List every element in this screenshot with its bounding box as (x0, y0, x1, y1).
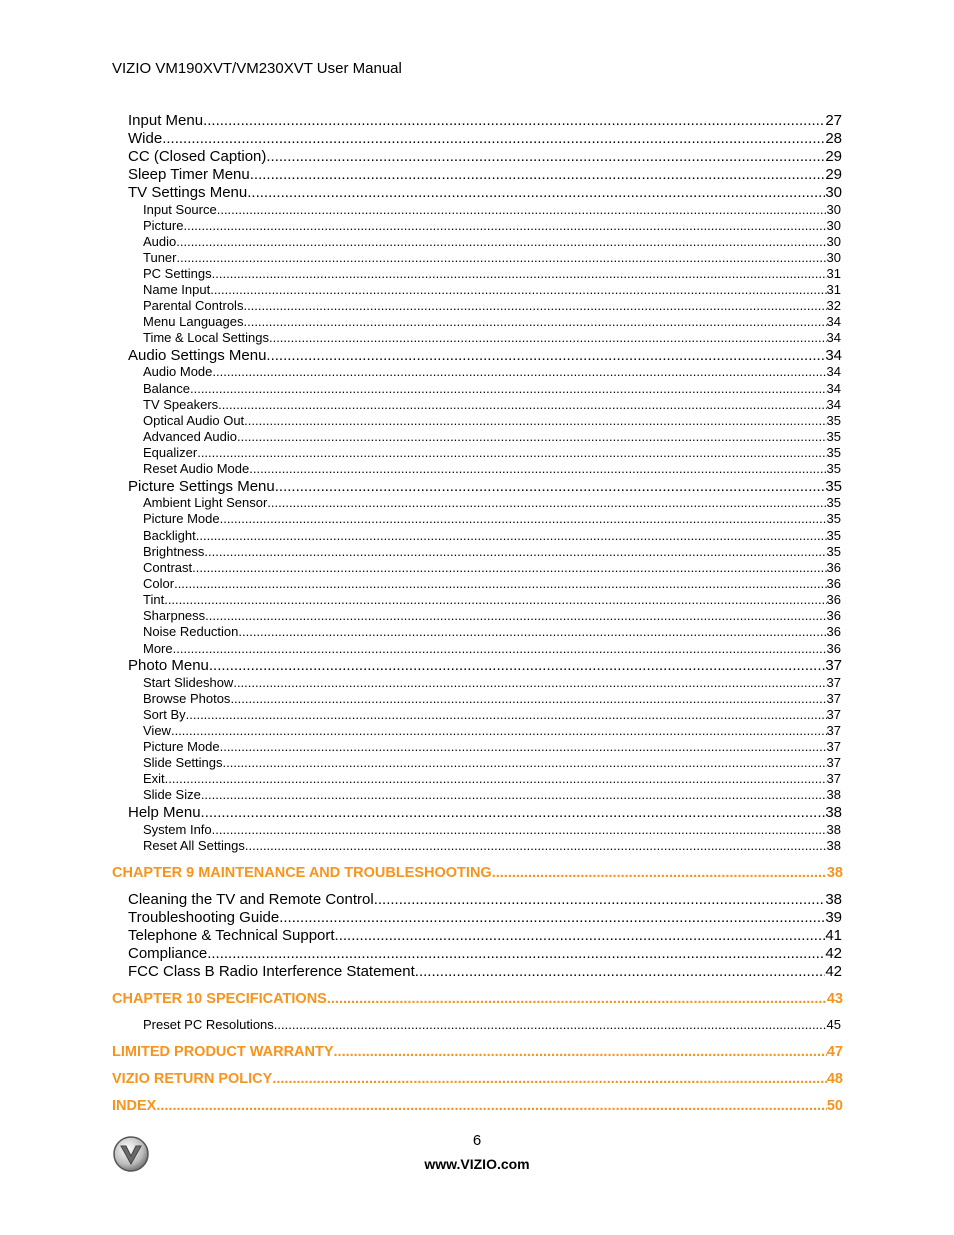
toc-entry-label: Compliance (128, 945, 208, 962)
toc-dot-leader (243, 314, 826, 330)
toc-page-number: 37 (826, 739, 841, 754)
toc-entry-label: VIZIO RETURN POLICY (112, 1071, 273, 1087)
toc-page-number: 42 (825, 945, 842, 962)
toc-entry[interactable] (143, 739, 841, 755)
toc-entry-label: Reset Audio Mode (143, 461, 250, 476)
toc-dot-leader (223, 755, 827, 771)
toc-entry[interactable] (143, 771, 841, 787)
toc-page-number: 35 (825, 478, 842, 495)
toc-entry[interactable] (143, 723, 841, 739)
toc-dot-leader (247, 184, 825, 202)
toc-dot-leader (327, 990, 827, 1008)
toc-entry-label: Reset All Settings (143, 838, 245, 853)
toc-entry-label: Advanced Audio (143, 429, 237, 444)
toc-entry[interactable] (143, 822, 841, 838)
toc-dot-leader (272, 1070, 827, 1088)
toc-entry-label: Telephone & Technical Support (128, 927, 335, 944)
toc-entry-label: Sort By (143, 707, 186, 722)
toc-page-number: 43 (826, 991, 843, 1007)
toc-entry-label: INDEX (112, 1098, 157, 1114)
toc-entry-label: CC (Closed Caption) (128, 148, 267, 165)
toc-entry-label: TV Settings Menu (128, 184, 248, 201)
toc-page-number: 45 (826, 1017, 841, 1032)
toc-entry-label: Tint (143, 592, 165, 607)
toc-page-number: 35 (826, 429, 841, 444)
toc-page-number: 35 (826, 445, 841, 460)
toc-entry[interactable] (143, 511, 841, 527)
toc-page-number: 41 (825, 927, 842, 944)
toc-entry[interactable] (143, 707, 841, 723)
toc-page-number: 35 (826, 495, 841, 510)
toc-page-number: 48 (826, 1071, 843, 1087)
toc-entry[interactable] (143, 413, 841, 429)
toc-entry[interactable] (128, 945, 842, 963)
toc-page-number: 30 (826, 218, 841, 233)
toc-page-number: 37 (826, 691, 841, 706)
footer-url: www.VIZIO.com (424, 1156, 530, 1172)
toc-dot-leader (192, 560, 826, 576)
toc-dot-leader (238, 624, 826, 640)
toc-dot-leader (162, 130, 825, 148)
toc-dot-leader (220, 511, 827, 527)
toc-dot-leader (209, 657, 825, 675)
toc-dot-leader (245, 838, 827, 854)
toc-entry[interactable] (128, 347, 842, 365)
toc-entry-label: Start Slideshow (143, 675, 234, 690)
toc-entry[interactable] (128, 927, 842, 945)
toc-entry-label: System Info (143, 822, 212, 837)
toc-entry[interactable] (143, 495, 841, 511)
toc-entry-label: Wide (128, 130, 163, 147)
toc-entry[interactable] (128, 963, 842, 981)
toc-page-number: 39 (825, 909, 842, 926)
toc-page-number: 35 (826, 544, 841, 559)
toc-dot-leader (218, 397, 826, 413)
toc-dot-leader (156, 1097, 827, 1115)
toc-dot-leader (201, 787, 827, 803)
toc-page-number: 35 (826, 511, 841, 526)
toc-entry[interactable] (143, 250, 841, 266)
toc-dot-leader (249, 461, 826, 477)
toc-page-number: 35 (826, 461, 841, 476)
toc-page-number: 28 (825, 130, 842, 147)
toc-entry-label: Audio (143, 234, 177, 249)
toc-entry[interactable] (128, 804, 842, 822)
toc-page-number: 47 (826, 1044, 843, 1060)
toc-entry-label: Contrast (143, 560, 193, 575)
toc-page-number: 35 (826, 528, 841, 543)
toc-entry-label: Slide Size (143, 787, 201, 802)
toc-page-number: 37 (826, 771, 841, 786)
toc-page-number: 35 (826, 413, 841, 428)
toc-entry-label: Balance (143, 381, 190, 396)
toc-entry-label: Audio Settings Menu (128, 347, 267, 364)
toc-dot-leader (415, 963, 826, 981)
toc-entry[interactable] (128, 478, 842, 496)
toc-dot-leader (212, 266, 827, 282)
toc-entry[interactable] (143, 787, 841, 803)
toc-dot-leader (217, 202, 827, 218)
page-number: 6 (472, 1132, 482, 1149)
toc-entry[interactable] (143, 218, 841, 234)
toc-dot-leader (201, 804, 826, 822)
toc-entry[interactable] (143, 266, 841, 282)
toc-dot-leader (274, 1017, 827, 1033)
toc-dot-leader (197, 445, 826, 461)
toc-entry-label: FCC Class B Radio Interference Statement (128, 963, 415, 980)
toc-entry-label: View (143, 723, 171, 738)
toc-page-number: 27 (825, 112, 842, 129)
toc-dot-leader (279, 909, 825, 927)
toc-dot-leader (174, 576, 826, 592)
toc-page-number: 50 (826, 1098, 843, 1114)
toc-entry-label: CHAPTER 10 SPECIFICATIONS (112, 991, 327, 1007)
toc-dot-leader (207, 945, 825, 963)
toc-dot-leader (250, 166, 826, 184)
toc-page-number: 36 (826, 592, 841, 607)
toc-page-number: 34 (826, 330, 841, 345)
toc-entry[interactable] (143, 838, 841, 854)
toc-page-number: 37 (826, 675, 841, 690)
toc-page-number: 34 (826, 364, 841, 379)
toc-page-number: 38 (826, 822, 841, 837)
toc-entry[interactable] (143, 445, 841, 461)
toc-dot-leader (374, 891, 826, 909)
toc-entry-label: Photo Menu (128, 657, 209, 674)
toc-page-number: 34 (826, 381, 841, 396)
toc-dot-leader (212, 364, 826, 380)
toc-entry[interactable] (143, 461, 841, 477)
toc-entry[interactable] (128, 112, 842, 130)
toc-entry[interactable] (143, 1017, 841, 1033)
toc-entry-label: Picture Settings Menu (128, 478, 275, 495)
toc-entry[interactable] (143, 314, 841, 330)
toc-entry[interactable] (143, 381, 841, 397)
toc-entry[interactable] (143, 675, 841, 691)
toc-entry-label: LIMITED PRODUCT WARRANTY (112, 1044, 334, 1060)
toc-page-number: 37 (826, 723, 841, 738)
toc-page-number: 29 (825, 166, 842, 183)
toc-page-number: 36 (826, 560, 841, 575)
toc-dot-leader (266, 148, 825, 166)
toc-page-number: 42 (825, 963, 842, 980)
toc-page-number: 38 (825, 891, 842, 908)
toc-page-number: 30 (825, 184, 842, 201)
toc-chapter-entry[interactable] (112, 1097, 843, 1115)
toc-dot-leader (171, 723, 827, 739)
toc-dot-leader (266, 347, 825, 365)
toc-page-number: 36 (826, 641, 841, 656)
toc-dot-leader (204, 544, 826, 560)
toc-page-number: 34 (826, 397, 841, 412)
toc-entry-label: Sleep Timer Menu (128, 166, 250, 183)
toc-entry-label: Picture (143, 218, 184, 233)
toc-entry[interactable] (128, 166, 842, 184)
toc-page-number: 37 (825, 657, 842, 674)
toc-dot-leader (164, 592, 826, 608)
toc-entry[interactable] (143, 528, 841, 544)
toc-entry-label: Picture Mode (143, 739, 220, 754)
toc-dot-leader (220, 739, 827, 755)
toc-dot-leader (230, 691, 826, 707)
page-header: VIZIO VM190XVT/VM230XVT User Manual (112, 60, 402, 77)
toc-page-number: 37 (826, 707, 841, 722)
toc-entry-label: CHAPTER 9 MAINTENANCE AND TROUBLESHOOTING (112, 865, 492, 881)
toc-entry-label: Slide Settings (143, 755, 223, 770)
toc-entry[interactable] (143, 234, 841, 250)
toc-entry[interactable] (143, 544, 841, 560)
toc-dot-leader (210, 282, 826, 298)
toc-entry-label: Time & Local Settings (143, 330, 269, 345)
toc-page-number: 32 (826, 298, 841, 313)
toc-chapter-entry[interactable] (112, 1070, 843, 1088)
toc-entry-label: Audio Mode (143, 364, 213, 379)
toc-page-number: 30 (826, 250, 841, 265)
toc-entry[interactable] (143, 641, 841, 657)
toc-entry[interactable] (128, 184, 842, 202)
toc-page-number: 36 (826, 624, 841, 639)
toc-dot-leader (176, 234, 826, 250)
toc-page-number: 36 (826, 608, 841, 623)
toc-entry-label: Brightness (143, 544, 205, 559)
toc-entry[interactable] (143, 592, 841, 608)
toc-entry-label: Noise Reduction (143, 624, 239, 639)
toc-dot-leader (212, 822, 827, 838)
toc-entry-label: TV Speakers (143, 397, 219, 412)
toc-dot-leader (233, 675, 826, 691)
toc-entry[interactable] (143, 576, 841, 592)
toc-entry[interactable] (128, 909, 842, 927)
toc-dot-leader (237, 429, 827, 445)
toc-dot-leader (275, 478, 826, 496)
toc-dot-leader (186, 707, 827, 723)
toc-entry-label: Optical Audio Out (143, 413, 245, 428)
toc-entry[interactable] (143, 364, 841, 380)
toc-entry[interactable] (128, 148, 842, 166)
toc-entry-label: Troubleshooting Guide (128, 909, 280, 926)
toc-chapter-entry[interactable] (112, 990, 843, 1008)
toc-page-number: 38 (826, 838, 841, 853)
toc-page-number: 38 (826, 865, 843, 881)
toc-page-number: 30 (826, 202, 841, 217)
toc-entry-label: Browse Photos (143, 691, 231, 706)
toc-entry[interactable] (143, 282, 841, 298)
toc-dot-leader (173, 641, 827, 657)
toc-dot-leader (335, 927, 826, 945)
toc-entry[interactable] (143, 330, 841, 346)
toc-entry[interactable] (128, 657, 842, 675)
toc-entry-label: Exit (143, 771, 165, 786)
toc-dot-leader (190, 381, 827, 397)
toc-entry-label: Help Menu (128, 804, 201, 821)
toc-entry[interactable] (128, 891, 842, 909)
toc-entry-label: Color (143, 576, 175, 591)
toc-dot-leader (244, 413, 826, 429)
toc-page-number: 31 (826, 266, 841, 281)
toc-entry-label: Backlight (143, 528, 196, 543)
toc-dot-leader (243, 298, 826, 314)
toc-entry[interactable] (143, 624, 841, 640)
toc-page-number: 38 (826, 787, 841, 802)
toc-entry-label: Sharpness (143, 608, 206, 623)
toc-dot-leader (203, 112, 825, 130)
toc-entry-label: Tuner (143, 250, 177, 265)
toc-dot-leader (183, 218, 826, 234)
toc-dot-leader (205, 608, 826, 624)
toc-entry[interactable] (143, 397, 841, 413)
toc-entry-label: Input Source (143, 202, 217, 217)
toc-page-number: 29 (825, 148, 842, 165)
toc-entry[interactable] (143, 755, 841, 771)
toc-entry[interactable] (143, 691, 841, 707)
toc-dot-leader (196, 528, 827, 544)
toc-page-number: 36 (826, 576, 841, 591)
toc-page-number: 34 (826, 314, 841, 329)
toc-entry-label: Parental Controls (143, 298, 244, 313)
toc-dot-leader (165, 771, 827, 787)
toc-entry[interactable] (143, 298, 841, 314)
toc-entry[interactable] (143, 202, 841, 218)
toc-page-number: 34 (825, 347, 842, 364)
toc-page-number: 38 (825, 804, 842, 821)
toc-page-number: 37 (826, 755, 841, 770)
toc-page-number: 31 (826, 282, 841, 297)
toc-entry-label: Cleaning the TV and Remote Control (128, 891, 374, 908)
toc-dot-leader (492, 864, 827, 882)
toc-entry[interactable] (143, 608, 841, 624)
toc-entry-label: Preset PC Resolutions (143, 1017, 274, 1032)
toc-entry[interactable] (143, 560, 841, 576)
toc-entry-label: More (143, 641, 173, 656)
toc-entry-label: Input Menu (128, 112, 204, 129)
toc-chapter-entry[interactable] (112, 864, 843, 882)
toc-dot-leader (176, 250, 826, 266)
toc-dot-leader (267, 495, 826, 511)
toc-page-number: 30 (826, 234, 841, 249)
toc-chapter-entry[interactable] (112, 1043, 843, 1061)
toc-entry-label: Equalizer (143, 445, 198, 460)
toc-dot-leader (269, 330, 827, 346)
toc-entry-label: Ambient Light Sensor (143, 495, 268, 510)
toc-entry-label: Picture Mode (143, 511, 220, 526)
toc-entry[interactable] (128, 130, 842, 148)
toc-entry-label: Name Input (143, 282, 211, 297)
toc-entry[interactable] (143, 429, 841, 445)
toc-entry-label: PC Settings (143, 266, 212, 281)
toc-dot-leader (334, 1043, 827, 1061)
toc-entry-label: Menu Languages (143, 314, 244, 329)
